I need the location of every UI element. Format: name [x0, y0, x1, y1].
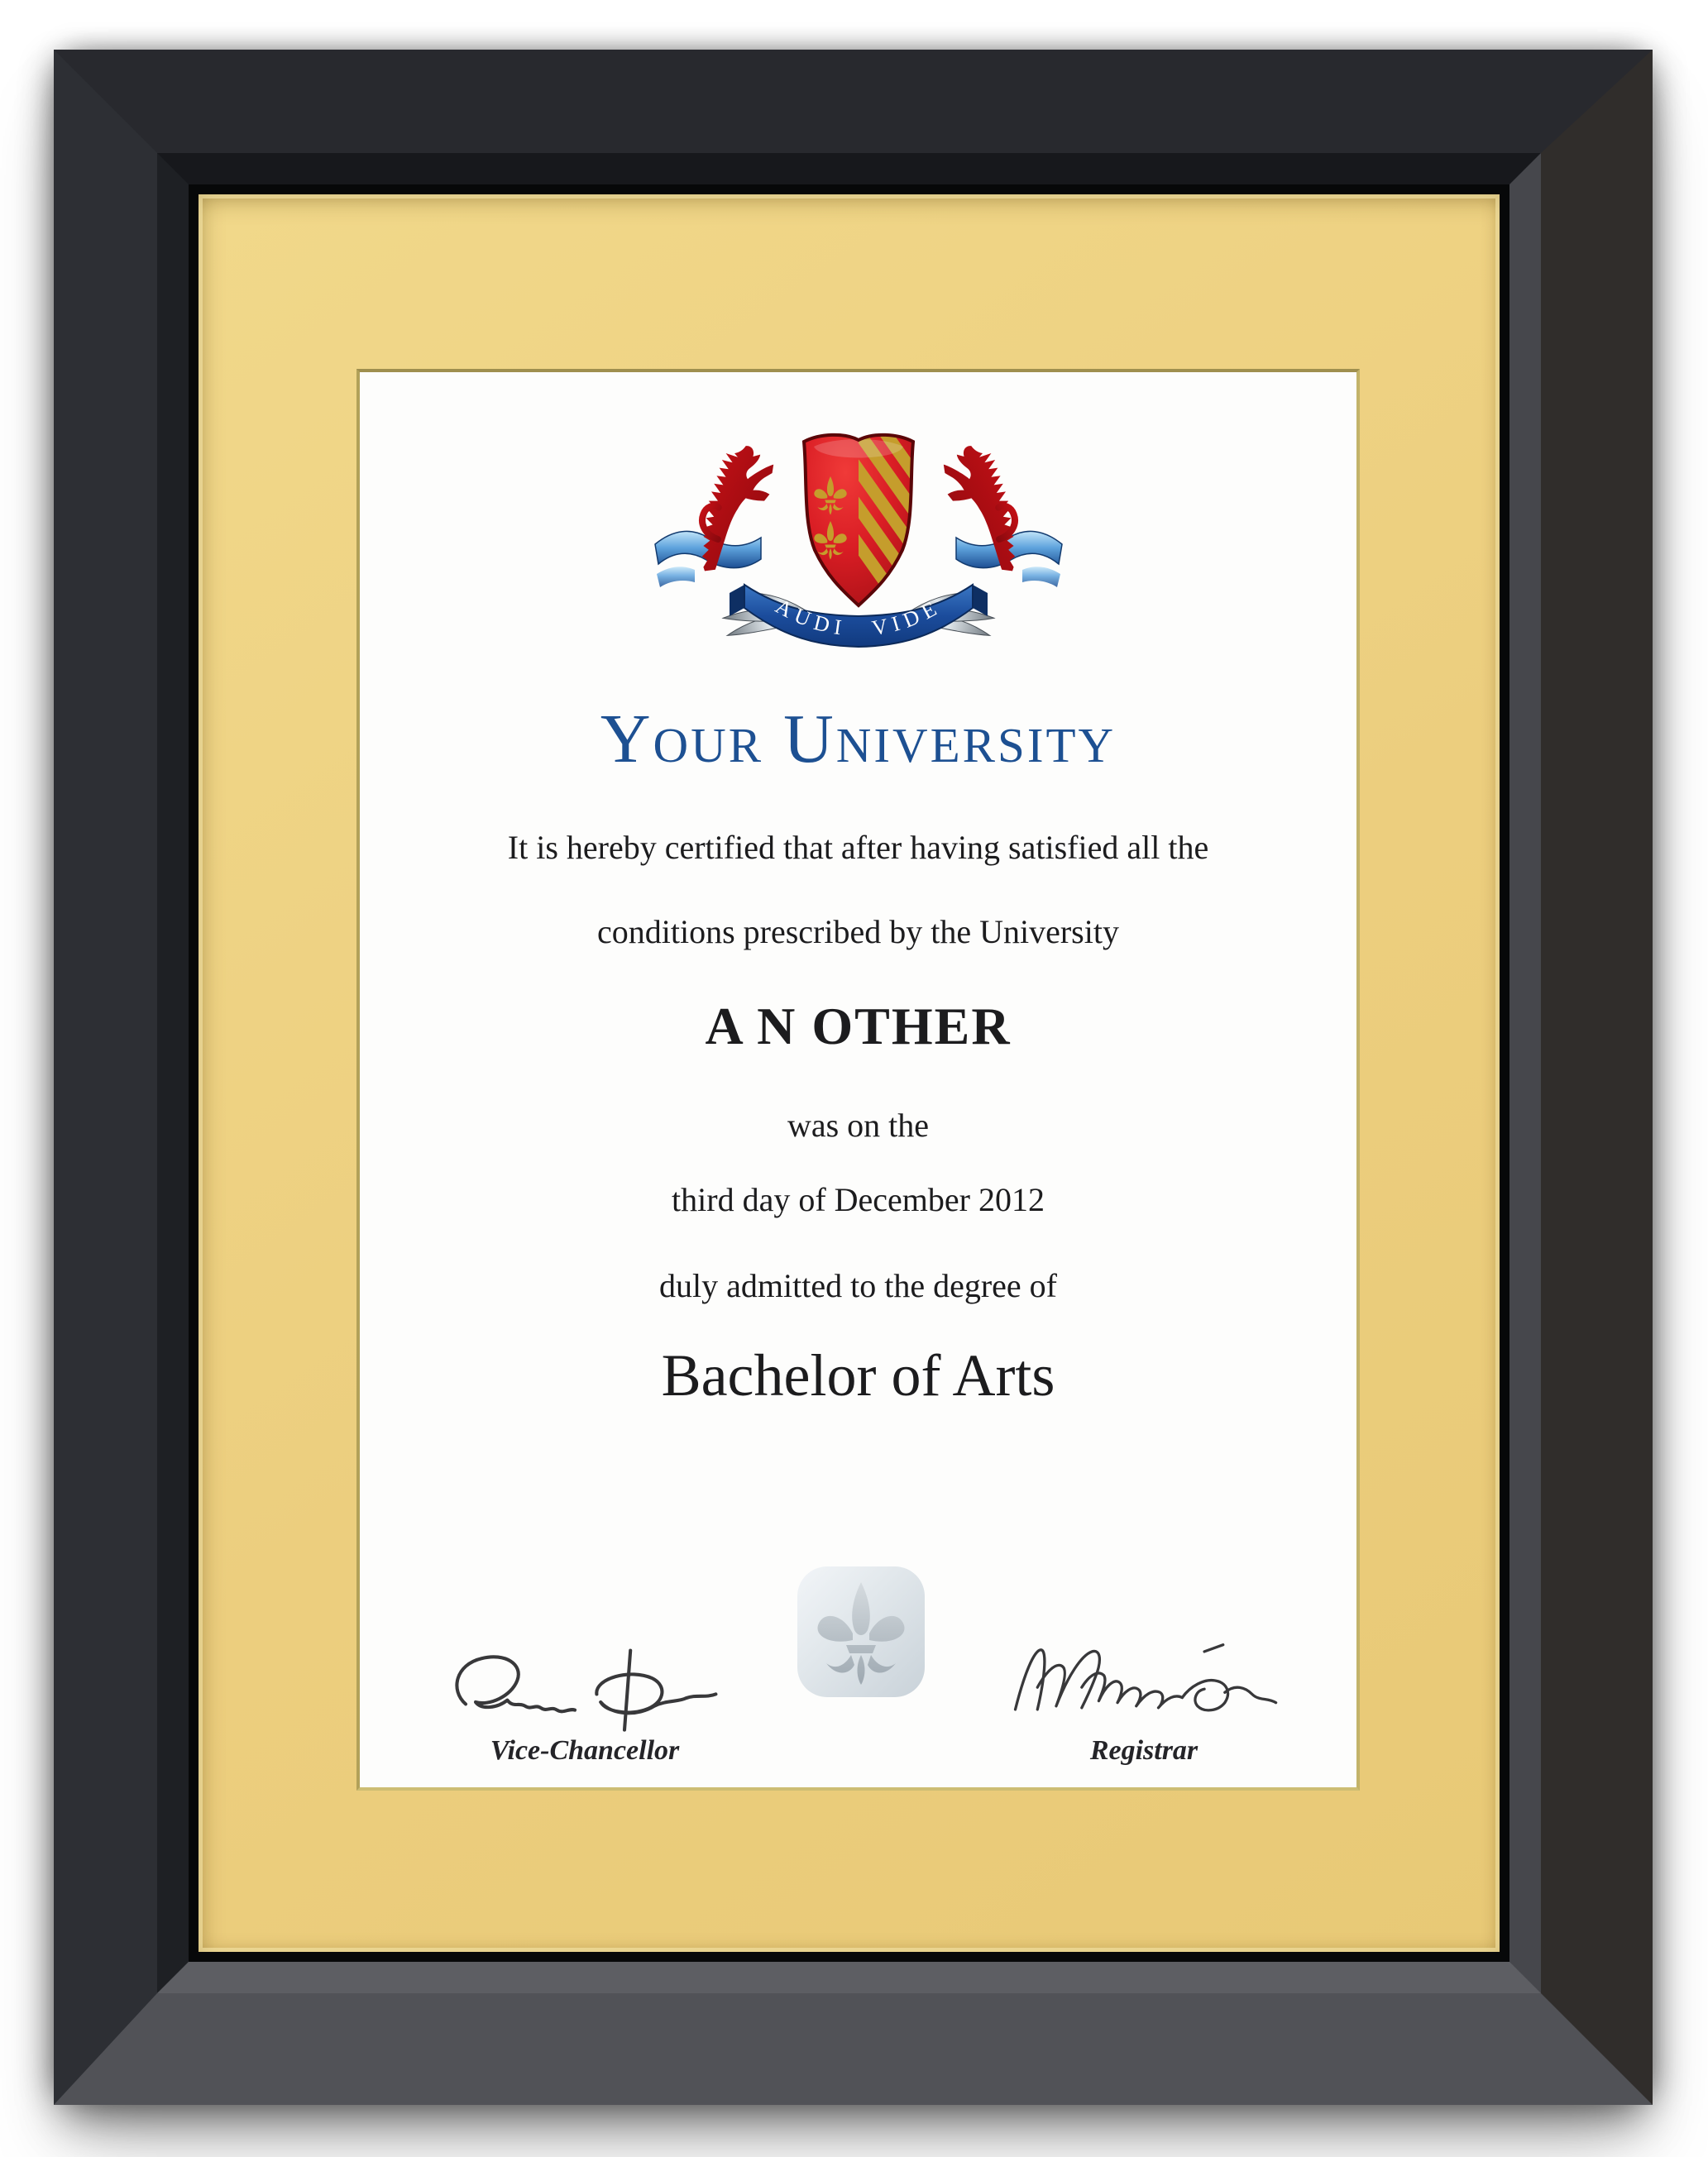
crest-graphic [652, 415, 1065, 663]
body-line-1: It is hereby certified that after having satisfied all the [507, 829, 1209, 866]
admitted-line: duly admitted to the degree of [659, 1267, 1057, 1304]
fleur-de-lis-watermark [797, 1566, 926, 1698]
university-crest [652, 415, 1065, 663]
signature-left-label: Vice-Chancellor [490, 1735, 680, 1766]
date-line: third day of December 2012 [672, 1181, 1045, 1218]
signature-left-icon [436, 1643, 734, 1735]
degree-name: Bachelor of Arts [661, 1342, 1055, 1409]
shield-icon [761, 415, 999, 605]
signature-right-label: Registrar [1089, 1735, 1198, 1766]
picture-frame [54, 50, 1653, 2105]
recipient-name: A N OTHER [705, 997, 1012, 1055]
was-line: was on the [787, 1107, 930, 1144]
university-name: Your University [600, 701, 1117, 777]
mat-board [199, 194, 1500, 1952]
signature-right-icon [1003, 1626, 1285, 1739]
motto-text: AUDI VIDE [771, 594, 945, 642]
body-line-2: conditions prescribed by the University [597, 913, 1119, 950]
certificate [356, 369, 1360, 1791]
